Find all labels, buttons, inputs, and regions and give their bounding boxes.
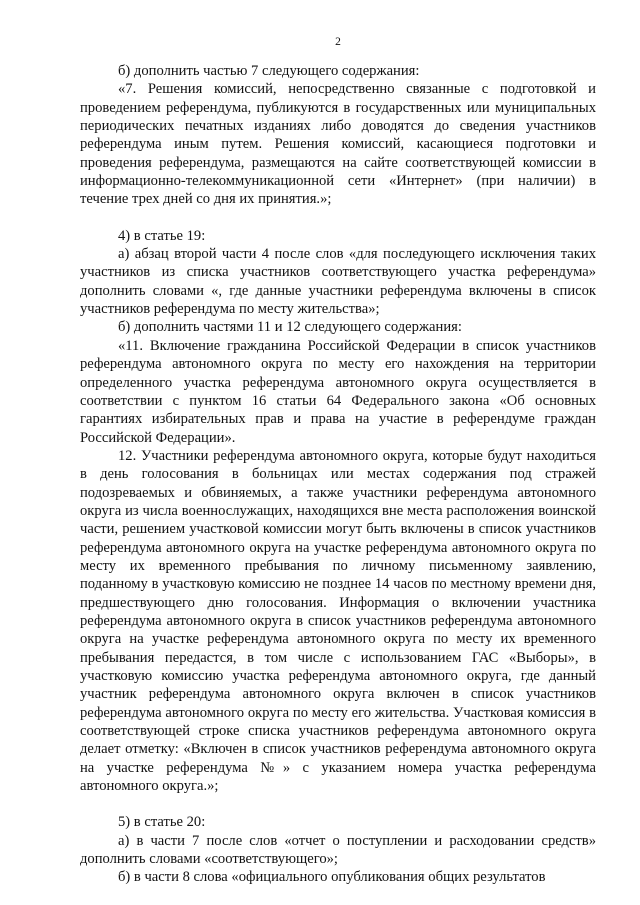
paragraph-article20-heading: 5) в статье 20:: [118, 814, 206, 831]
paragraph-spacer: [80, 209, 596, 227]
paragraph-article19-a: а) абзац второй части 4 после слов «для последующего исключения таких участников из списка участников соответствующего участка референдума» дополнить словами «, где данные участники референдума включены в список участников референдума по месту жительства»;: [80, 246, 596, 318]
paragraph-part12-text: 12. Участники референдума автономного округа, которые будут находиться в день голосования в больницах или местах содержания под стражей подозреваемых и обвиняемых, а также участники референдума автономного округа из числа военнослужащих, находящихся вне места расположения воинской части, решением участковой комиссии могут быть включены в список участников референдума автономного округа на участке референдума автономного округа по месту их временного пребывания по личному письменному заявлению, поданному в участковую комиссию не позднее 14 часов по местному времени дня, предшествующего дню голосования. Информация о включении участника референдума автономного округа в список участников референдума автономного округа на участке референдума автономного округа по месту их временного пребывания передастся, в том числе с использованием ГАС «Выборы», в участковую комиссию участка референдума автономного округа, где данный участник референдума автономного округа включен в список участников референдума автономного округа по месту его жительства. Участковая комиссия в соответствующей строке списка участников референдума автономного округа делает отметку: «Включен в список участников референдума автономного округа на участке референдума №» с указанием номера участка референдума автономного округа.»;: [80, 447, 596, 795]
paragraph-article20-a: а) в части 7 после слов «отчет о поступлении и расходовании средств» дополнить словами «соответствующего»;: [80, 832, 596, 868]
paragraph-article20-b: б) в части 8 слова «официального опубликования общих результатов: [118, 869, 546, 886]
document-page: [80, 0, 596, 905]
paragraph-article19-heading: 4) в статье 19:: [118, 227, 206, 244]
paragraph-part7-intro: б) дополнить частью 7 следующего содержания:: [118, 63, 420, 79]
paragraph-article19-b: б) дополнить частями 11 и 12 следующего содержания:: [118, 319, 462, 336]
paragraph-part7-text: «7. Решения комиссий, непосредственно связанные с подготовкой и проведением референдума, публикуются в государственных или муниципальных периодических печатных изданиях либо доводятся до сведения участников референдума иным путем. Решения комиссий, касающиеся подготовки и проведения референдума, размещаются на сайте соответствующей комиссии в информационно-телекоммуникационной сети «Интернет» (при наличии) в течение трех дней со дня их принятия.»;: [80, 81, 596, 208]
document-body: [80, 62, 596, 887]
page-number: 2: [335, 36, 341, 48]
paragraph-spacer: [80, 795, 596, 813]
paragraph-part11-text: «11. Включение гражданина Российской Федерации в список участников референдума автономного округа по месту его нахождения на территории определенного участка референдума автономного округа осуществляется в соответствии с пунктом 16 статьи 64 Федерального закона «Об основных гарантиях избирательных прав и права на участие в референдуме граждан Российской Федерации».: [80, 337, 596, 446]
